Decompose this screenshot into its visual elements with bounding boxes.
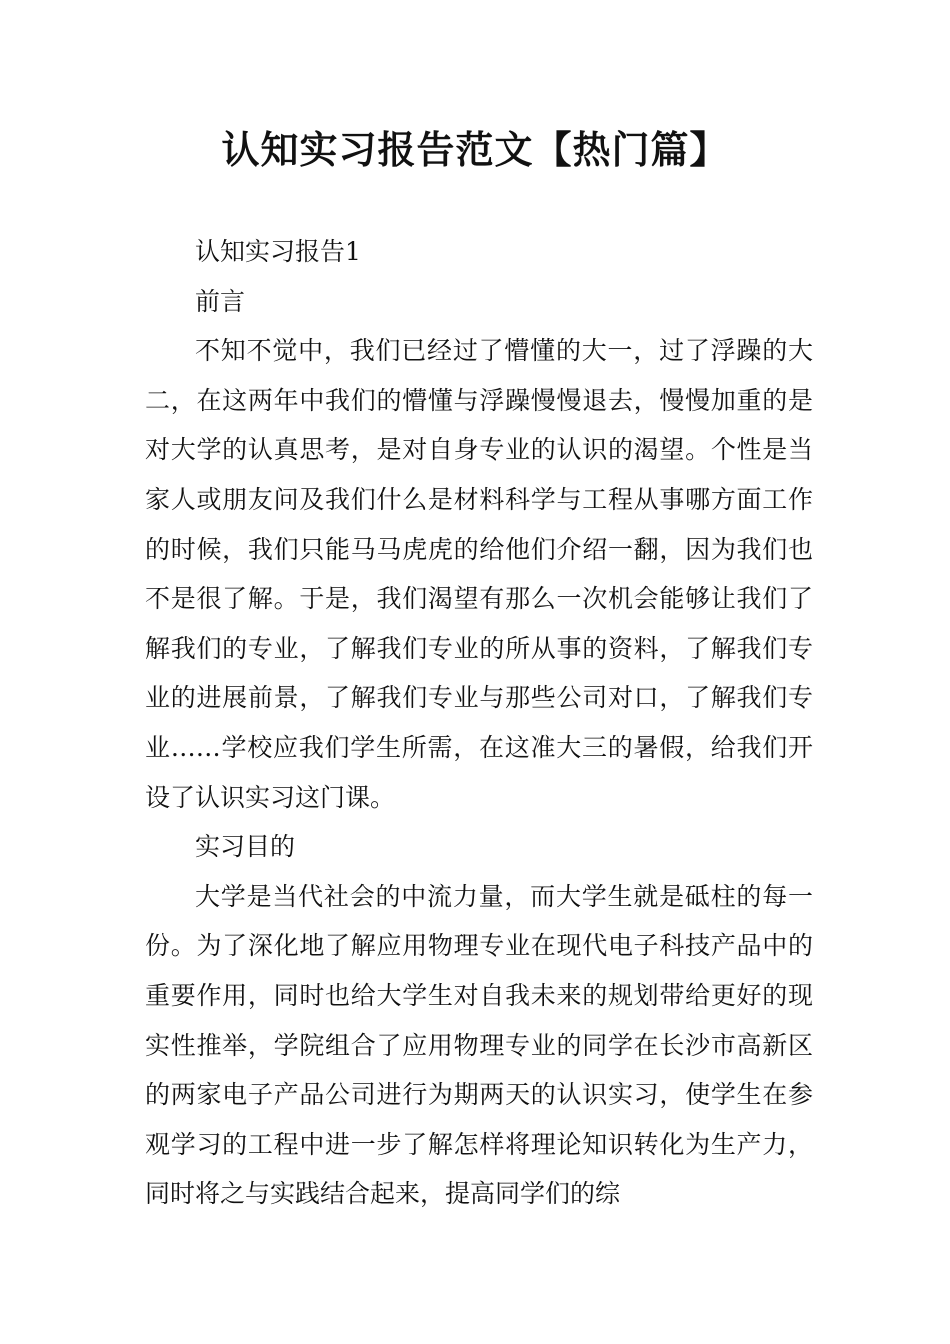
paragraph-preface: 不知不觉中，我们已经过了懵懂的大一，过了浮躁的大二，在这两年中我们的懵懂与浮躁慢慢退去，慢慢加重的是对大学的认真思考，是对自身专业的认识的渴望。个性是当家人或朋友问及我们什么是材料科学与工程从事哪方面工作的时候，我们只能马马虎虎的给他们介绍一翻，因为我们也不是很了解。于是，我们渴望有那么一次机会能够让我们了解我们的专业，了解我们专业的所从事的资料，了解我们专业的进展前景，了解我们专业与那些公司对口，了解我们专业……学校应我们学生所需，在这准大三的暑假，给我们开设了认识实习这门课。 — [145, 336, 813, 812]
section-heading-preface: 前言 — [195, 286, 246, 316]
section-heading-report-1: 认知实习报告1 — [195, 237, 361, 266]
document-title: 认知实习报告范文【热门篇】 — [221, 128, 729, 172]
document-body — [145, 227, 813, 1219]
section-heading-purpose: 实习目的 — [195, 832, 296, 862]
paragraph-purpose: 大学是当代社会的中流力量，而大学生就是砥柱的每一份。为了深化地了解应用物理专业在现代电子科技产品中的重要作用，同时也给大学生对自我未来的规划带给更好的现实性推举，学院组合了应用物理专业的同学在长沙市高新区的两家电子产品公司进行为期两天的认识实习，使学生在参观学习的工程中进一步了解怎样将理论知识转化为生产力，同时将之与实践结合起来，提高同学们的综 — [145, 881, 813, 1209]
